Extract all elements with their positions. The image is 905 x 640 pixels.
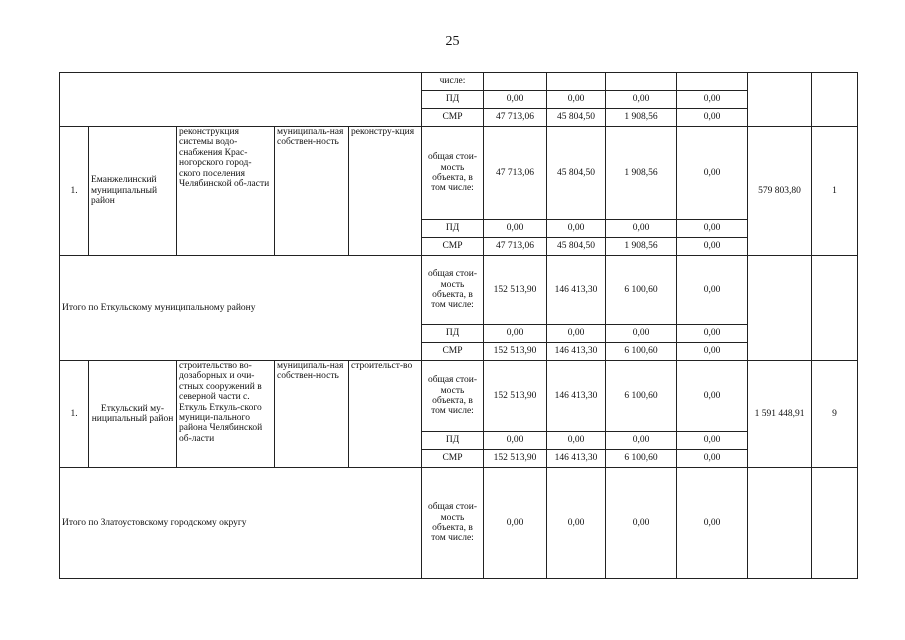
district-name: Еманжелинский муниципальный район: [89, 127, 177, 256]
row-number: 1.: [60, 127, 89, 256]
table-row: 1. Еткульский му-ниципальный район строительство во-дозаборных и очи-стных сооружений в северной части с. Еткуль Еткуль-ского муници-пального района Челябинской об-ласти муниципаль-ная собствен-ность строительст-во общая стои-мость объекта, в том числе: 152 513,90 146 413,30 6 100,60 0,00: [60, 361, 858, 432]
total-cost-label: общая стои-мость объекта, в том числе:: [422, 127, 484, 220]
count-value: 9: [832, 409, 837, 419]
table-row: Итого по Златоустовскому городскому округу общая стои-мость объекта, в том числе: 0,00 0,00 0,00 0,00: [60, 468, 858, 579]
subtotal-label: Итого по Еткульскому муниципальному району: [60, 256, 422, 361]
investment-table: [59, 72, 858, 579]
table-row: СМР 47 713,06 45 804,50 1 908,56 0,00: [60, 109, 858, 127]
work-type: реконстру-кция: [349, 127, 422, 256]
table-row: [60, 73, 858, 91]
work-type: строительст-во: [349, 361, 422, 468]
pd-label: ПД: [422, 91, 484, 109]
smr-label: СМР: [422, 109, 484, 127]
object-name: строительство во-дозаборных и очи-стных сооружений в северной части с. Еткуль Еткуль-ского муници-пального района Челябинской об-ласти: [177, 361, 275, 468]
capacity-value: 1 591 448,91: [754, 409, 805, 419]
object-name: реконструкция системы водо-снабжения Крас-ногорского город-ского поселения Челябинской об-ласти: [177, 127, 275, 256]
table-row: ПД 0,00 0,00 0,00 0,00: [60, 220, 858, 238]
subtotal-label: Итого по Златоустовскому городскому округу: [60, 468, 422, 579]
row-number: 1.: [60, 361, 89, 468]
continued-blank-cell: [60, 73, 422, 127]
table-row: СМР 152 513,90 146 413,30 6 100,60 0,00: [60, 343, 858, 361]
table-row: 1. Еманжелинский муниципальный район реконструкция системы водо-снабжения Крас-ногорского город-ского поселения Челябинской об-ласти муниципаль-ная собствен-ность реконстру-кция общая стои-мость объекта, в том числе: 47 713,06 45 804,50 1 908,56 0,00: [60, 127, 858, 220]
table-row: ПД 0,00 0,00 0,00 0,00: [60, 325, 858, 343]
table-row: ПД 0,00 0,00 0,00 0,00: [60, 432, 858, 450]
table-row: СМР 152 513,90 146 413,30 6 100,60 0,00: [60, 450, 858, 468]
cost-label-tail: числе:: [422, 73, 484, 91]
ownership: муниципаль-ная собствен-ность: [275, 127, 349, 256]
page-number: 25: [445, 34, 460, 49]
table-row: ПД 0,00 0,00 0,00 0,00: [60, 91, 858, 109]
ownership: муниципаль-ная собствен-ность: [275, 361, 349, 468]
district-name: Еткульский му-ниципальный район: [89, 361, 177, 468]
table-row: СМР 47 713,06 45 804,50 1 908,56 0,00: [60, 238, 858, 256]
count-value: 1: [832, 186, 837, 196]
table-row: Итого по Еткульскому муниципальному району общая стои-мость объекта, в том числе: 152 513,90 146 413,30 6 100,60 0,00: [60, 256, 858, 325]
capacity-value: 579 803,80: [758, 186, 801, 196]
